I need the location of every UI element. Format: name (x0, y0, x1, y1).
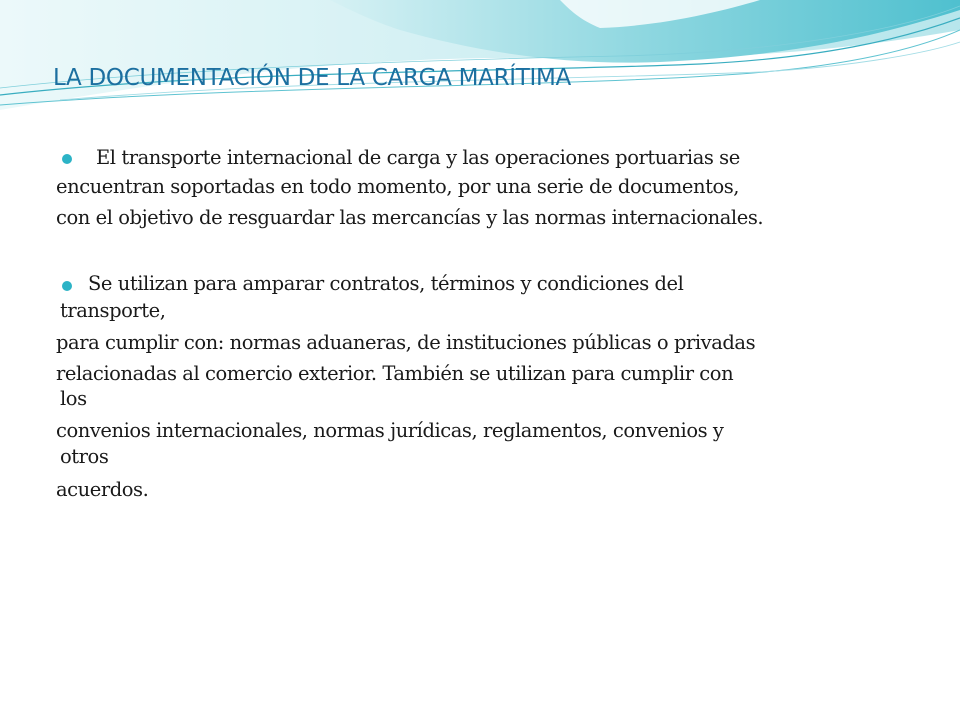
bullet-icon (62, 154, 72, 164)
bullet-icon (62, 281, 72, 291)
slide-title: LA DOCUMENTACIÓN DE LA CARGA MARÍTIMA (53, 65, 571, 91)
paragraph-1-line-3: con el objetivo de resguardar las mercancías y las normas internacionales. (56, 206, 764, 229)
paragraph-2-line-2: transporte, (60, 299, 166, 322)
paragraph-1-line-2: encuentran soportadas en todo momento, por una serie de documentos, (56, 175, 740, 198)
paragraph-2-line-3: para cumplir con: normas aduaneras, de instituciones públicas o privadas (56, 331, 756, 354)
paragraph-2-line-5: los (60, 387, 87, 410)
paragraph-2-line-4: relacionadas al comercio exterior. También se utilizan para cumplir con (56, 362, 734, 385)
paragraph-1-line-1: El transporte internacional de carga y las operaciones portuarias se (96, 146, 740, 169)
paragraph-2-line-1: Se utilizan para amparar contratos, términos y condiciones del (88, 272, 684, 295)
paragraph-2-line-8: acuerdos. (56, 478, 149, 501)
paragraph-2-line-7: otros (60, 445, 109, 468)
paragraph-2-line-6: convenios internacionales, normas jurídicas, reglamentos, convenios y (56, 419, 724, 442)
